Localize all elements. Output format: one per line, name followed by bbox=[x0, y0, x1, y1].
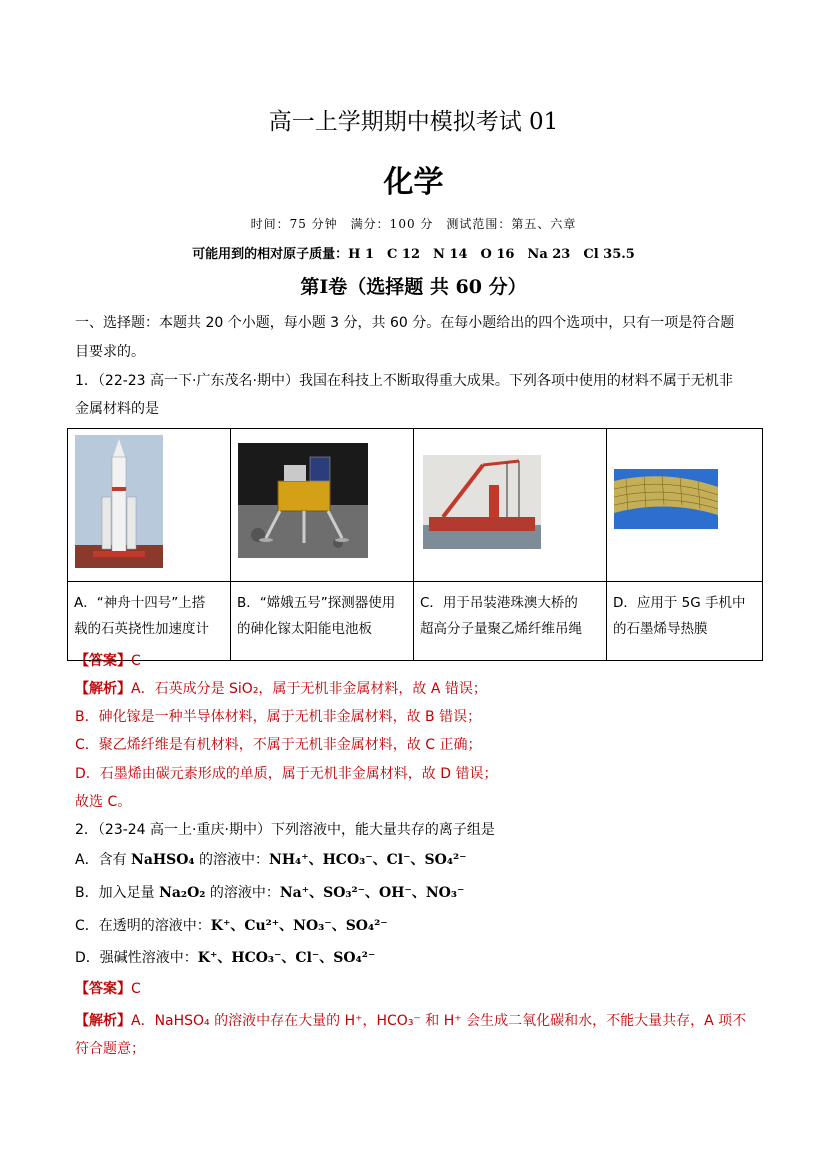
option-ions: NH₄⁺、HCO₃⁻、Cl⁻、SO₄²⁻ bbox=[269, 852, 467, 868]
option-prefix: B．加入足量 bbox=[75, 885, 160, 901]
option-condition: Na₂O₂ bbox=[159, 885, 206, 901]
option-a-text bbox=[68, 582, 231, 661]
graphene-image bbox=[614, 469, 718, 529]
q2-answer bbox=[75, 979, 755, 999]
q2-option-b bbox=[75, 883, 755, 903]
option-b-line-1: B．“嫦娥五号”探测器使用 bbox=[237, 595, 396, 611]
analysis-tag: 【解析】 bbox=[75, 681, 131, 697]
option-ions: Na⁺、SO₃²⁻、OH⁻、NO₃⁻ bbox=[279, 885, 465, 901]
answer-value: C bbox=[131, 981, 141, 997]
q1-analysis-3: C．聚乙烯纤维是有机材料，不属于无机非金属材料，故 C 正确； bbox=[75, 737, 482, 753]
q1-stem-line-2: 金属材料的是 bbox=[75, 401, 159, 417]
option-b-image-cell bbox=[231, 429, 414, 582]
answer-tag: 【答案】 bbox=[75, 981, 131, 997]
q2-option-d bbox=[75, 948, 755, 968]
q1-analysis-1 bbox=[75, 679, 755, 699]
crane-image bbox=[423, 455, 541, 549]
option-c-image-cell bbox=[414, 429, 607, 582]
option-ions: K⁺、HCO₃⁻、Cl⁻、SO₄²⁻ bbox=[197, 950, 376, 966]
option-c-line-2: 超高分子量聚乙烯纤维吊绳 bbox=[420, 621, 582, 637]
option-d-line-1: D．应用于 5G 手机中 bbox=[613, 595, 746, 611]
option-d-image-cell bbox=[607, 429, 763, 582]
option-b-line-2: 的砷化镓太阳能电池板 bbox=[237, 621, 372, 637]
option-mid: 的溶液中： bbox=[205, 885, 280, 901]
option-prefix: D．强碱性溶液中： bbox=[75, 950, 198, 966]
lunar-lander-image bbox=[238, 443, 368, 558]
option-d-text bbox=[607, 582, 763, 661]
q2-option-a bbox=[75, 850, 755, 870]
q2-analysis-2: 符合题意； bbox=[75, 1041, 145, 1057]
subject-title: 化学 bbox=[383, 165, 444, 200]
option-c-line-1: C．用于吊装港珠澳大桥的 bbox=[420, 595, 578, 611]
q1-analysis-4: D．石墨烯由碳元素形成的单质，属于无机非金属材料，故 D 错误； bbox=[75, 766, 498, 782]
option-a-line-2: 载的石英挠性加速度计 bbox=[74, 621, 209, 637]
analysis-line: A．NaHSO₄ 的溶液中存在大量的 H⁺，HCO₃⁻ 和 H⁺ 会生成二氧化碳和水，不能大量共存，A 项不 bbox=[131, 1013, 747, 1029]
exam-meta: 时间：75 分钟 满分：100 分 测试范围：第五、六章 bbox=[250, 217, 577, 231]
option-ions: K⁺、Cu²⁺、NO₃⁻、SO₄²⁻ bbox=[210, 918, 388, 934]
option-d-line-2: 的石墨烯导热膜 bbox=[613, 621, 708, 637]
q2-stem: 2．（23-24 高一上·重庆·期中）下列溶液中，能大量共存的离子组是 bbox=[75, 822, 495, 838]
option-a-image-cell bbox=[68, 429, 231, 582]
q2-analysis-1 bbox=[75, 1011, 755, 1031]
answer-tag: 【答案】 bbox=[75, 653, 131, 669]
option-a-line-1: A．“神舟十四号”上搭 bbox=[74, 595, 206, 611]
analysis-line: A．石英成分是 SiO₂，属于无机非金属材料，故 A 错误； bbox=[131, 681, 487, 697]
option-c-text bbox=[414, 582, 607, 661]
q1-analysis-2: B．砷化镓是一种半导体材料，属于无机非金属材料，故 B 错误； bbox=[75, 709, 482, 725]
q1-options-table bbox=[67, 428, 763, 661]
q1-conclusion: 故选 C。 bbox=[75, 794, 132, 810]
q1-stem-line-1: 1．（22-23 高一下·广东茂名·期中）我国在科技上不断取得重大成果。下列各项中使用的材料不属于无机非 bbox=[75, 373, 733, 389]
option-b-text bbox=[231, 582, 414, 661]
intro-line-1: 一、选择题：本题共 20 个小题，每小题 3 分，共 60 分。在每小题给出的四个选项中，只有一项是符合题 bbox=[75, 315, 735, 331]
rocket-image bbox=[75, 435, 163, 568]
option-prefix: C．在透明的溶液中： bbox=[75, 918, 211, 934]
intro-line-2: 目要求的。 bbox=[75, 344, 145, 360]
answer-value: C bbox=[131, 653, 141, 669]
analysis-tag: 【解析】 bbox=[75, 1013, 131, 1029]
paper-title: 高一上学期期中模拟考试 01 bbox=[268, 109, 559, 135]
q2-option-c bbox=[75, 916, 755, 936]
section-title: 第Ⅰ卷（选择题 共 60 分） bbox=[300, 276, 527, 298]
option-condition: NaHSO₄ bbox=[131, 852, 195, 868]
atomic-masses: 可能用到的相对原子质量：H 1 C 12 N 14 O 16 Na 23 Cl 35.5 bbox=[192, 247, 635, 262]
q1-answer bbox=[75, 651, 755, 671]
option-prefix: A．含有 bbox=[75, 852, 132, 868]
option-mid: 的溶液中： bbox=[194, 852, 270, 868]
